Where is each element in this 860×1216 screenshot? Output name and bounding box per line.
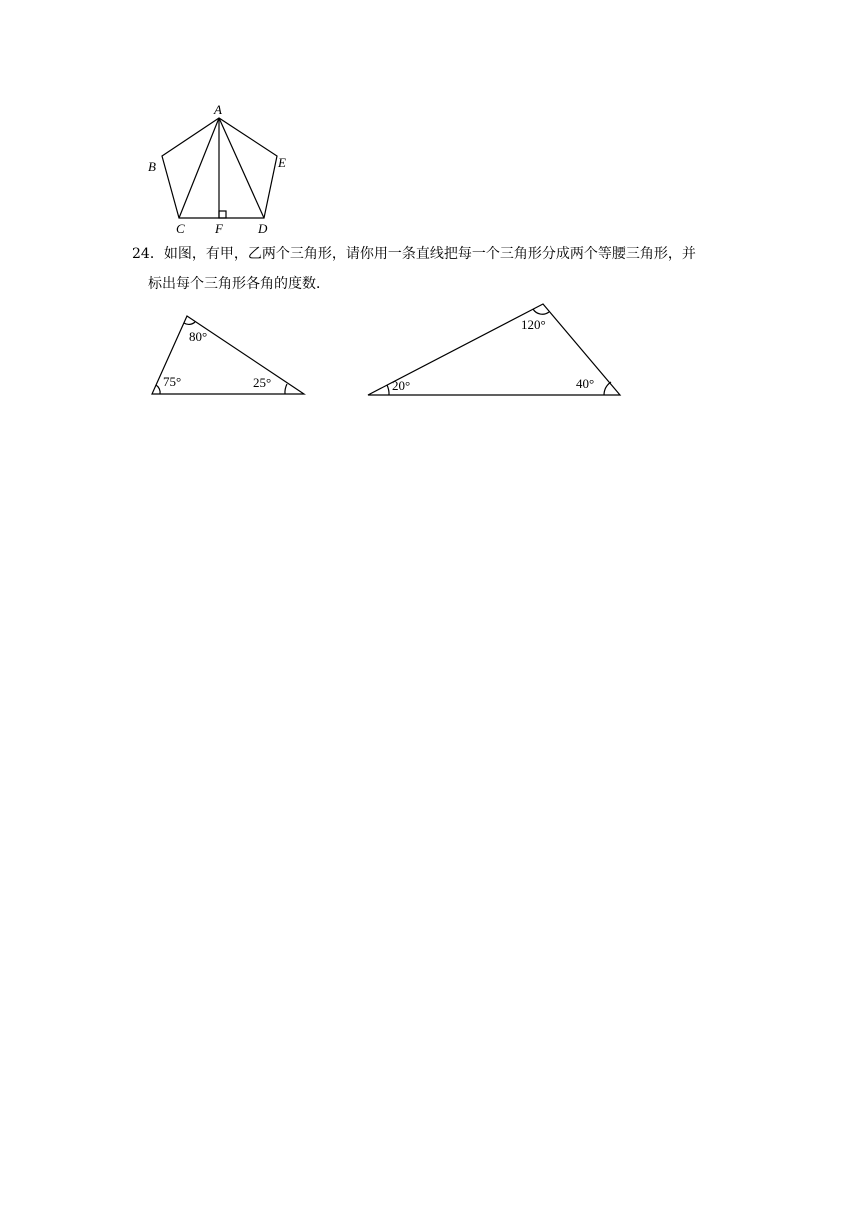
label-E: E — [278, 155, 286, 170]
question-number: 24． — [132, 246, 164, 262]
triangle-yi-figure — [360, 298, 628, 402]
label-B: B — [148, 159, 156, 174]
label-F: F — [215, 221, 223, 236]
label-D: D — [258, 221, 268, 236]
angle-label-right: 40° — [576, 376, 595, 391]
pentagon-figure — [140, 95, 300, 240]
angle-label-right: 25° — [253, 375, 272, 390]
angle-label-left: 75° — [163, 374, 182, 389]
angle-arc-top — [533, 309, 549, 314]
angle-arc-right — [285, 384, 287, 394]
segment-AC — [179, 118, 219, 218]
angle-arc-top — [184, 322, 195, 324]
question-24-line2 — [148, 274, 330, 294]
angle-label-top: 120° — [521, 317, 546, 332]
angle-label-top: 80° — [189, 329, 208, 344]
label-A: A — [214, 102, 222, 117]
angle-arc-left — [156, 385, 160, 394]
label-C: C — [176, 221, 185, 236]
triangle-jia-figure — [145, 310, 310, 402]
question-text-line1: 如图，有甲，乙两个三角形，请你用一条直线把每一个三角形分成两个等腰三角形，并 — [163, 246, 696, 262]
question-text-line2: 标出每个三角形各角的度数． — [148, 276, 330, 292]
right-angle-mark — [219, 211, 226, 218]
question-24-line1 — [132, 244, 696, 264]
angle-label-left: 20° — [392, 378, 411, 393]
angle-arc-left — [387, 385, 389, 395]
